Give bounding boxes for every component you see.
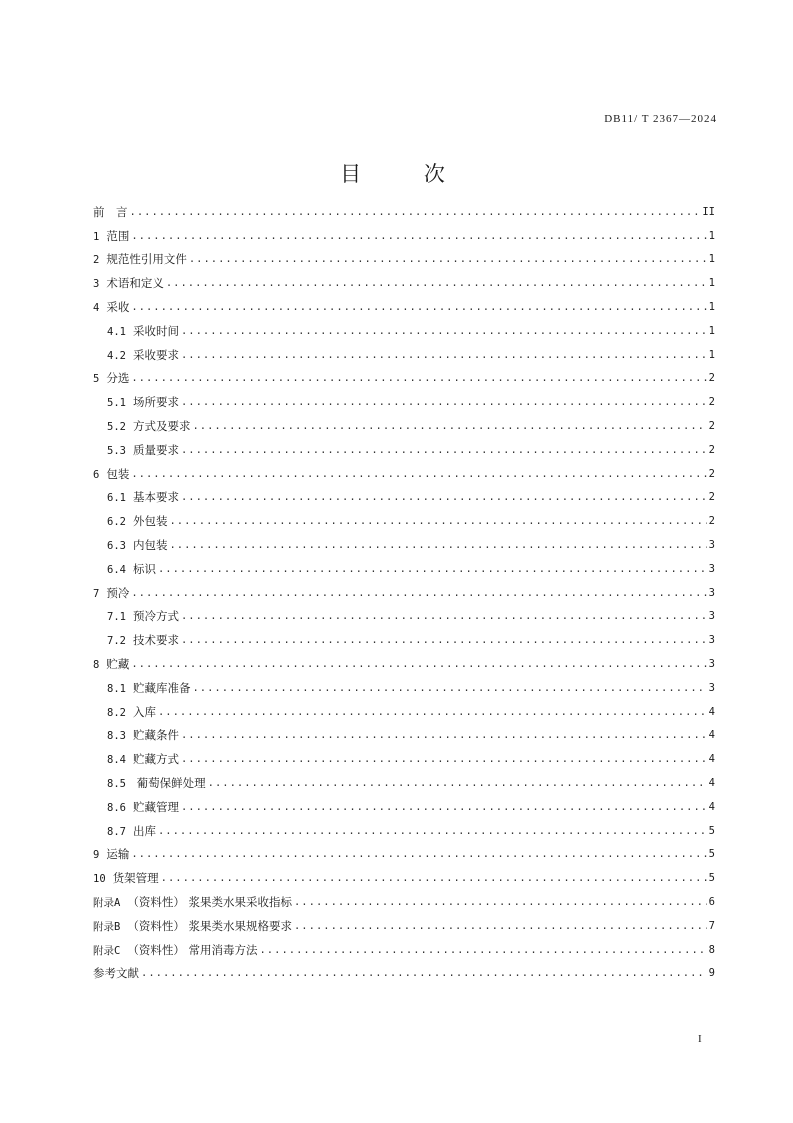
toc-entry-title: 贮藏 <box>106 657 130 672</box>
toc-dot-leader <box>259 944 706 956</box>
toc-entry-title: 技术要求 <box>132 633 179 648</box>
toc-entry-number: 8.1 <box>107 682 126 695</box>
toc-entry-label <box>107 347 179 363</box>
toc-entry-number: 6.1 <box>107 492 126 505</box>
toc-entry-number: 8.2 <box>107 706 126 719</box>
toc-entry-title: 基本要求 <box>132 490 179 505</box>
toc-dot-leader <box>181 729 707 741</box>
toc-entry-page: 4 <box>708 705 715 718</box>
toc-entry-page: 4 <box>708 800 715 813</box>
toc-entry-label <box>107 751 179 767</box>
toc-entry-page: 3 <box>708 586 715 599</box>
toc-entry-number: 1 <box>93 230 100 243</box>
toc-entry-title: 采收 <box>106 300 130 315</box>
toc-entry-number: 7.2 <box>107 635 126 648</box>
toc-entry-number: 附录B <box>93 920 121 933</box>
toc-entry-label <box>93 275 164 291</box>
toc-entry-title: 分选 <box>106 371 130 386</box>
toc-dot-leader <box>169 539 706 551</box>
toc-entry-label <box>93 894 292 910</box>
toc-entry[interactable] <box>93 605 715 629</box>
toc-entry-page: 1 <box>708 277 715 290</box>
toc-dot-leader <box>131 468 706 480</box>
toc-entry[interactable] <box>93 438 715 462</box>
toc-dot-leader <box>192 682 706 694</box>
toc-entry-label <box>107 561 156 577</box>
toc-entry-page: 4 <box>708 753 715 766</box>
toc-entry[interactable] <box>93 367 715 391</box>
toc-entry-title: 采收要求 <box>132 347 179 362</box>
toc-entry-number: 2 <box>93 254 100 267</box>
toc-entry-number: 7.1 <box>107 611 126 624</box>
toc-entry-title: 前 言 <box>93 204 128 219</box>
toc-entry-label <box>93 846 129 862</box>
toc-entry-page: 2 <box>708 420 715 433</box>
toc-entry-label <box>93 942 257 958</box>
toc-entry[interactable] <box>93 533 715 557</box>
toc-entry-label <box>107 704 156 720</box>
toc-entry-page: 1 <box>708 301 715 314</box>
toc-entry-page: 2 <box>708 467 715 480</box>
toc-entry-label <box>93 918 292 934</box>
toc-dot-leader <box>181 349 707 361</box>
toc-entry-title: 标识 <box>132 561 156 576</box>
toc-entry-number: 6.4 <box>107 563 126 576</box>
toc-entry-page: 3 <box>708 634 715 647</box>
toc-entry-title: 采收时间 <box>132 323 179 338</box>
toc-entry-title: 参考文献 <box>93 966 139 981</box>
toc-entry-number: 6 <box>93 468 100 481</box>
toc-entry[interactable] <box>93 248 715 272</box>
toc-entry-number: 5.3 <box>107 444 126 457</box>
toc-entry-title: 运输 <box>106 847 130 862</box>
toc-entry[interactable] <box>93 938 715 962</box>
toc-entry[interactable] <box>93 581 715 605</box>
toc-dot-leader <box>294 920 707 932</box>
toc-entry-title: 质量要求 <box>132 442 179 457</box>
toc-entry-label <box>107 489 179 505</box>
toc-entry-label <box>93 870 159 886</box>
toc-entry-number: 附录A <box>93 897 121 909</box>
toc-dot-leader <box>141 967 707 979</box>
toc-entry-title: （资料性） 常用消毒方法 <box>127 942 258 957</box>
toc-entry-number: 6.2 <box>107 516 126 529</box>
toc-entry-number: 5 <box>93 373 100 386</box>
toc-dot-leader <box>158 563 707 575</box>
toc-entry[interactable] <box>93 414 715 438</box>
toc-entry-label <box>93 228 129 244</box>
toc-entry[interactable] <box>93 724 715 748</box>
toc-entry-label <box>107 394 179 410</box>
toc-entry-page: 9 <box>708 967 715 980</box>
table-of-contents <box>93 200 715 985</box>
toc-entry-page: 4 <box>708 729 715 742</box>
toc-dot-leader <box>208 777 707 789</box>
toc-entry-label <box>107 632 179 648</box>
toc-entry-page: 2 <box>708 443 715 456</box>
toc-entry[interactable] <box>93 747 715 771</box>
toc-entry-number: 4.2 <box>107 349 126 362</box>
toc-dot-leader <box>181 491 707 503</box>
toc-entry-number: 7 <box>93 587 100 600</box>
toc-entry-label <box>107 442 179 458</box>
toc-entry[interactable] <box>93 557 715 581</box>
toc-entry-page: 3 <box>708 610 715 623</box>
toc-entry-page: 2 <box>708 396 715 409</box>
toc-entry-title: 出库 <box>132 823 156 838</box>
toc-entry-label <box>107 799 179 815</box>
toc-entry[interactable] <box>93 200 715 224</box>
toc-entry-title: 贮藏条件 <box>132 728 179 743</box>
toc-entry-title: （资料性） 浆果类水果规格要求 <box>127 918 292 933</box>
toc-dot-leader <box>131 301 706 313</box>
toc-entry-page: 1 <box>708 348 715 361</box>
toc-dot-leader <box>192 420 706 432</box>
toc-dot-leader <box>130 206 701 218</box>
toc-entry-label <box>107 608 179 624</box>
toc-entry[interactable] <box>93 771 715 795</box>
toc-entry-title: 外包装 <box>132 514 168 529</box>
toc-entry-title: 货架管理 <box>112 871 159 886</box>
toc-entry-page: 4 <box>708 777 715 790</box>
toc-entry-number: 8.5 <box>107 778 126 791</box>
toc-entry-number: 4 <box>93 302 100 315</box>
toc-entry[interactable] <box>93 390 715 414</box>
toc-entry[interactable] <box>93 962 715 986</box>
toc-dot-leader <box>181 396 707 408</box>
toc-entry-number: 8 <box>93 659 100 672</box>
toc-entry[interactable] <box>93 795 715 819</box>
toc-entry-page: 2 <box>708 372 715 385</box>
toc-entry-label <box>107 680 190 696</box>
toc-entry-title: 入库 <box>132 704 156 719</box>
toc-dot-leader <box>131 372 706 384</box>
page-number: I <box>698 1033 702 1045</box>
toc-entry-label <box>107 823 156 839</box>
toc-dot-leader <box>131 587 706 599</box>
toc-entry[interactable] <box>93 866 715 890</box>
toc-entry-page: 3 <box>708 562 715 575</box>
toc-dot-leader <box>181 444 707 456</box>
toc-entry-label <box>107 323 179 339</box>
toc-entry-label <box>93 204 128 220</box>
toc-entry-number: 8.4 <box>107 754 126 767</box>
toc-entry-number: 4.1 <box>107 325 126 338</box>
toc-entry[interactable] <box>93 890 715 914</box>
toc-entry-page: 2 <box>708 515 715 528</box>
toc-entry-number: 10 <box>93 873 106 886</box>
page-title: 目 次 <box>340 162 473 186</box>
toc-entry[interactable] <box>93 509 715 533</box>
toc-dot-leader <box>294 896 707 908</box>
toc-entry-label <box>107 537 167 553</box>
toc-entry-title: 方式及要求 <box>132 419 191 434</box>
toc-entry-title: 贮藏库准备 <box>132 680 191 695</box>
toc-entry-page: 7 <box>708 919 715 932</box>
toc-entry-title: 规范性引用文件 <box>106 252 187 267</box>
toc-entry[interactable] <box>93 486 715 510</box>
toc-entry[interactable] <box>93 295 715 319</box>
toc-entry-page: 8 <box>708 943 715 956</box>
toc-entry-title: 葡萄保鲜处理 <box>132 776 206 791</box>
toc-entry-title: （资料性） 浆果类水果采收指标 <box>127 895 292 909</box>
toc-entry[interactable] <box>93 700 715 724</box>
toc-entry-label <box>93 370 129 386</box>
toc-entry[interactable] <box>93 652 715 676</box>
toc-dot-leader <box>181 610 707 622</box>
toc-dot-leader <box>161 872 707 884</box>
toc-entry-page: 2 <box>708 491 715 504</box>
toc-entry[interactable] <box>93 343 715 367</box>
toc-dot-leader <box>166 277 707 289</box>
toc-entry-number: 8.3 <box>107 730 126 743</box>
toc-dot-leader <box>189 253 707 265</box>
toc-entry-number: 5.2 <box>107 421 126 434</box>
toc-dot-leader <box>131 848 706 860</box>
toc-entry-number: 3 <box>93 278 100 291</box>
toc-dot-leader <box>181 325 707 337</box>
toc-dot-leader <box>181 634 707 646</box>
toc-entry-page: 5 <box>708 824 715 837</box>
toc-entry-page: 5 <box>708 848 715 861</box>
toc-entry[interactable] <box>93 319 715 343</box>
toc-dot-leader <box>131 658 706 670</box>
toc-entry-label <box>107 513 167 529</box>
toc-entry-title: 术语和定义 <box>106 276 164 291</box>
toc-dot-leader <box>181 801 707 813</box>
toc-dot-leader <box>131 230 706 242</box>
toc-entry-title: 预冷 <box>106 585 130 600</box>
toc-entry-title: 贮藏管理 <box>132 799 179 814</box>
toc-entry-number: 8.6 <box>107 801 126 814</box>
toc-entry-page: 6 <box>708 896 715 908</box>
toc-entry-title: 范围 <box>106 228 130 243</box>
toc-entry[interactable] <box>93 819 715 843</box>
toc-entry-page: II <box>702 205 715 218</box>
toc-entry-label <box>93 585 129 601</box>
document-code: DB11/ T 2367—2024 <box>604 113 717 125</box>
toc-entry-page: 1 <box>708 253 715 266</box>
toc-dot-leader <box>158 706 707 718</box>
toc-entry-page: 1 <box>708 229 715 242</box>
toc-entry-page: 1 <box>708 324 715 337</box>
toc-entry-title: 预冷方式 <box>132 609 179 624</box>
toc-entry-page: 5 <box>708 872 715 885</box>
toc-entry-label <box>93 656 129 672</box>
toc-entry[interactable] <box>93 271 715 295</box>
toc-entry-label <box>107 775 206 791</box>
toc-entry-label <box>93 251 187 267</box>
toc-entry-label <box>107 418 190 434</box>
toc-entry-title: 包装 <box>106 466 130 481</box>
toc-entry-page: 3 <box>708 681 715 694</box>
toc-entry-label <box>107 727 179 743</box>
toc-entry-number: 6.3 <box>107 540 126 553</box>
toc-entry-number: 9 <box>93 849 100 862</box>
toc-entry-number: 8.7 <box>107 825 126 838</box>
toc-entry-number: 5.1 <box>107 397 126 410</box>
toc-dot-leader <box>158 825 707 837</box>
toc-entry-number: 附录C <box>93 944 121 957</box>
toc-entry-title: 内包装 <box>132 538 168 553</box>
toc-entry-page: 3 <box>708 658 715 671</box>
toc-dot-leader <box>169 515 706 527</box>
toc-entry-label <box>93 466 129 482</box>
toc-entry[interactable] <box>93 628 715 652</box>
toc-entry[interactable] <box>93 843 715 867</box>
toc-dot-leader <box>181 753 707 765</box>
toc-entry-page: 3 <box>708 539 715 552</box>
toc-entry-title: 贮藏方式 <box>132 752 179 767</box>
toc-entry[interactable] <box>93 462 715 486</box>
toc-entry[interactable] <box>93 914 715 938</box>
toc-entry[interactable] <box>93 676 715 700</box>
toc-entry-label <box>93 965 139 981</box>
toc-entry[interactable] <box>93 224 715 248</box>
toc-entry-title: 场所要求 <box>132 395 179 410</box>
toc-entry-label <box>93 299 129 315</box>
